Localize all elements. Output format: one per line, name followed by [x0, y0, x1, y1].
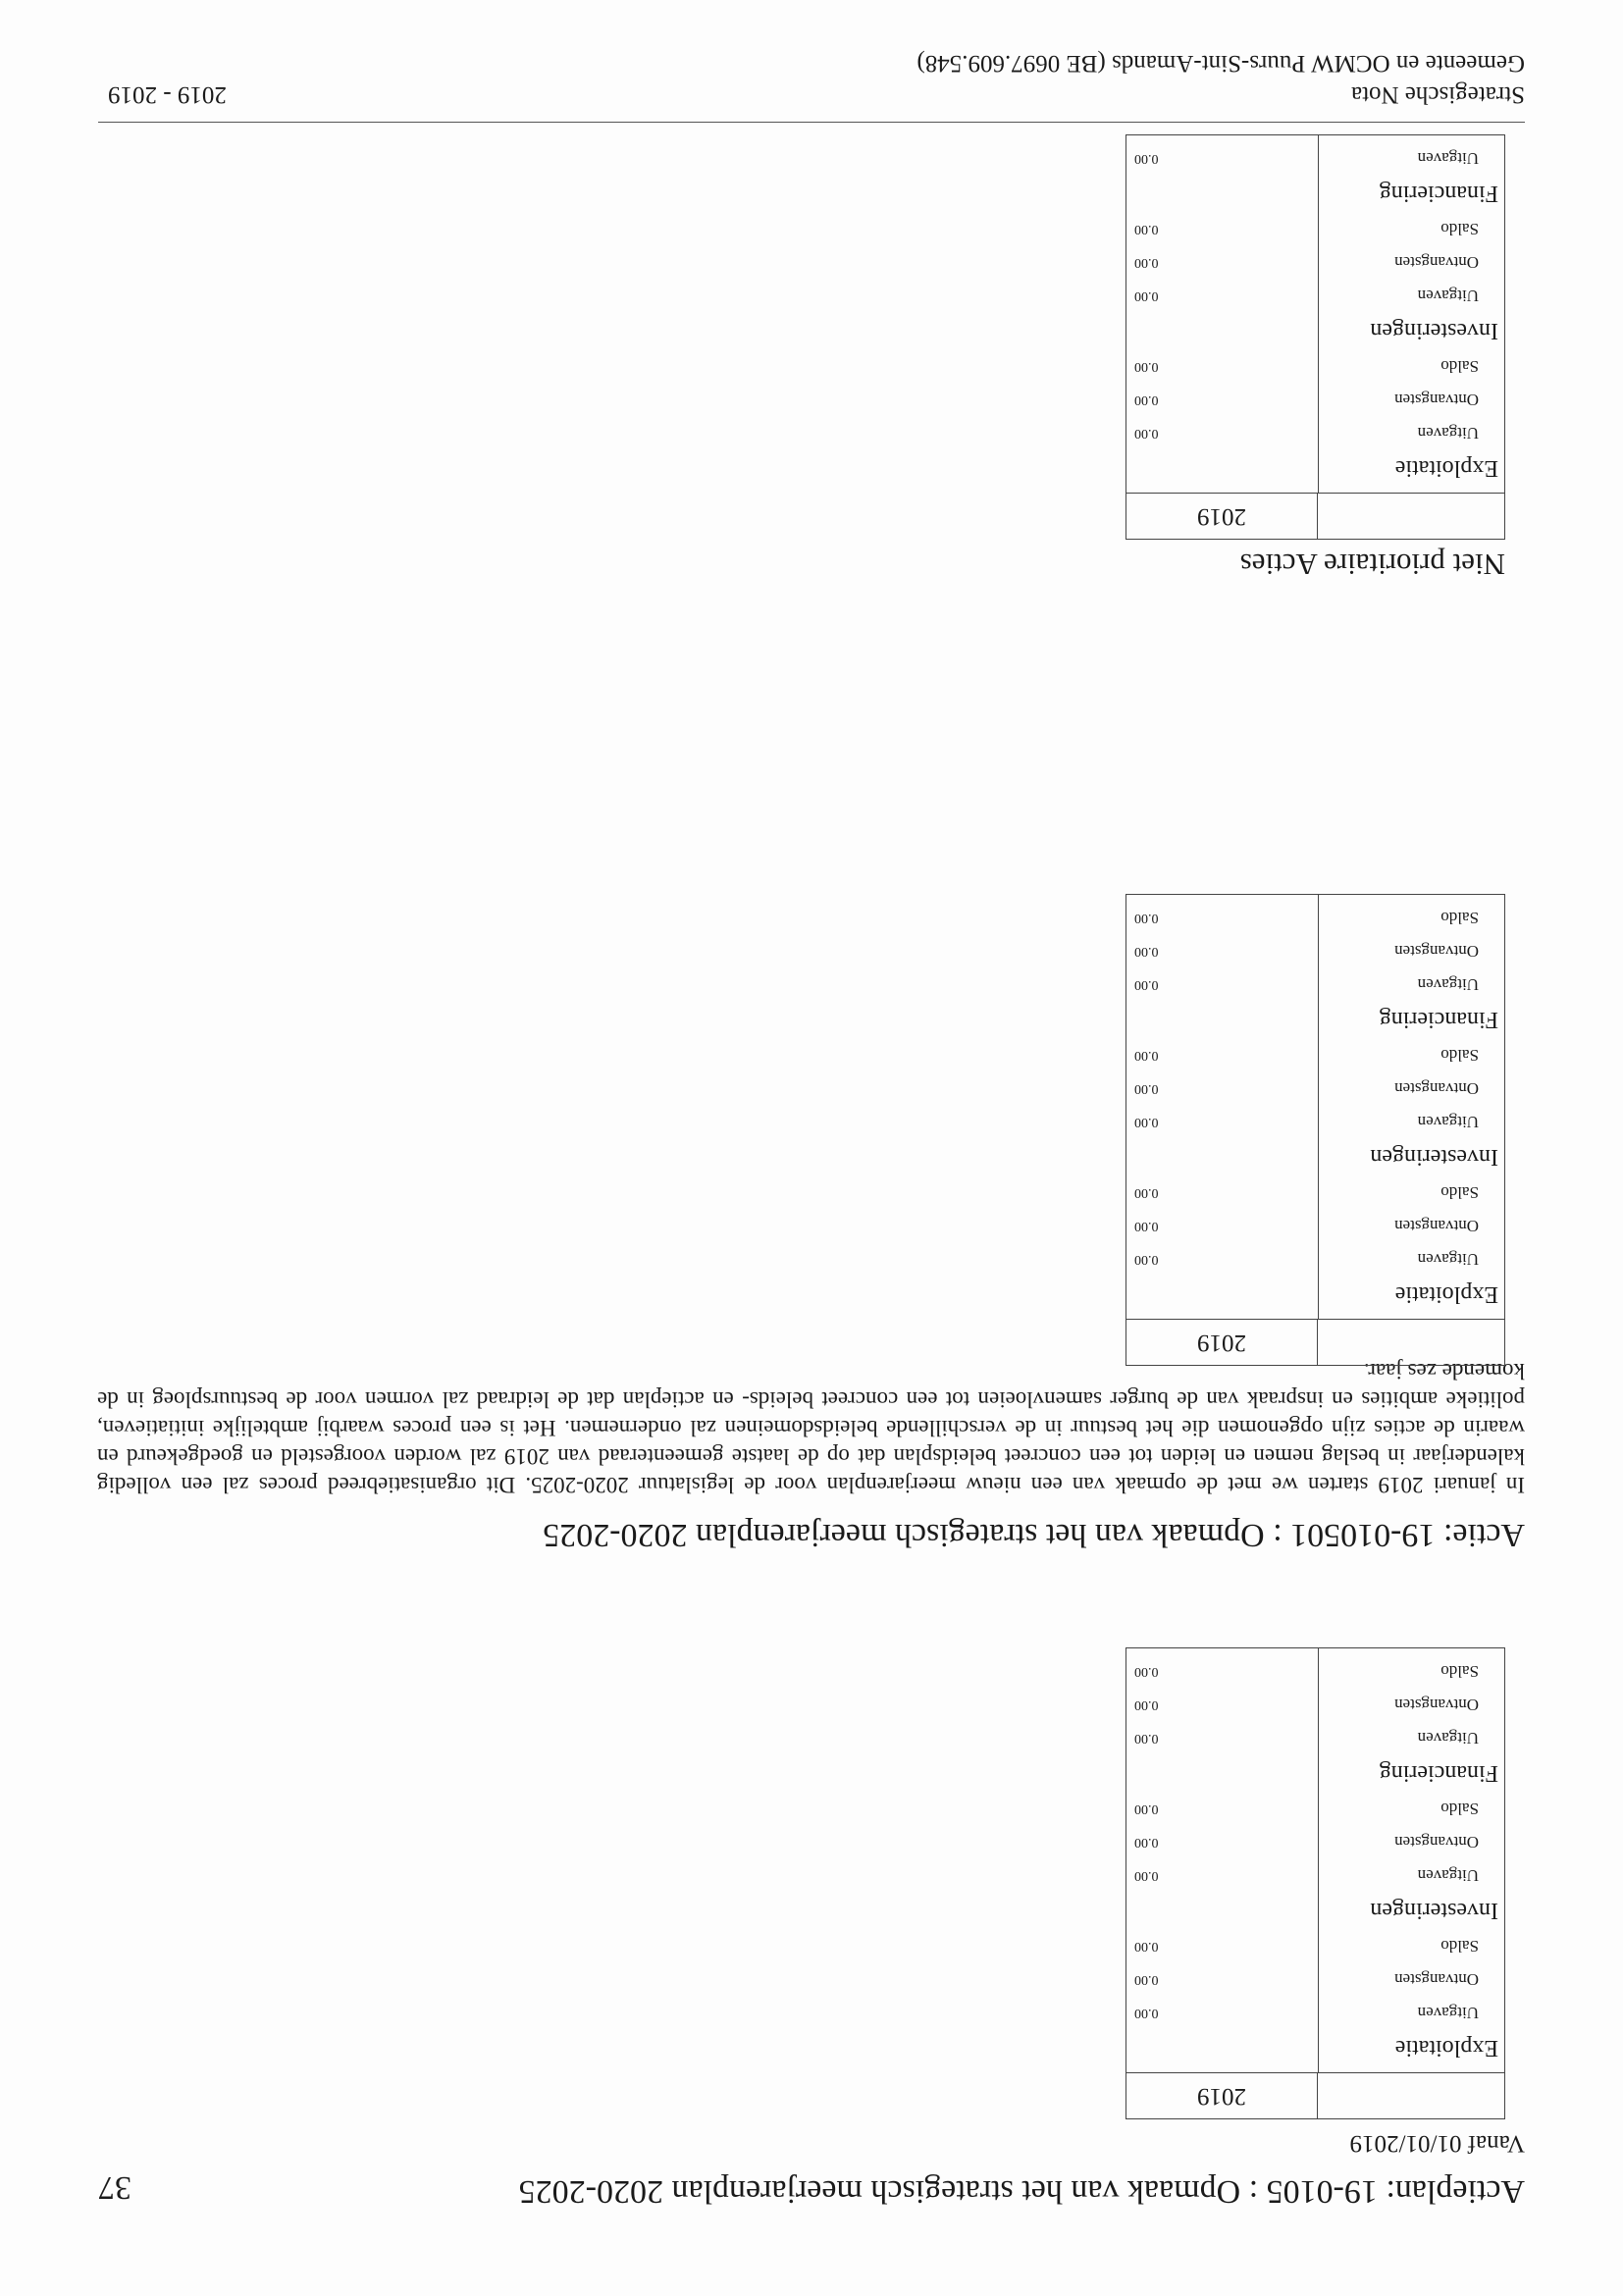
row-label: Uitgaven: [1417, 1866, 1479, 1885]
document-title: Strategische Nota: [1350, 81, 1525, 108]
section-title: Exploitatie: [1394, 455, 1498, 481]
row-label: Uitgaven: [1417, 287, 1479, 305]
financial-table-actieplan: [1126, 1647, 1505, 2119]
row-label: Ontvangsten: [1394, 253, 1479, 272]
section-title: Investeringen: [1370, 318, 1498, 343]
year-header-blank: [1317, 2073, 1504, 2118]
row-label: Saldo: [1440, 1800, 1479, 1818]
year-label: 2019: [1197, 503, 1246, 530]
row-value: 0.00: [1134, 944, 1159, 959]
year-label: 2019: [1197, 2083, 1246, 2110]
value-column: [1126, 895, 1318, 1319]
row-label: Saldo: [1440, 357, 1479, 376]
section-spacer: [1134, 1138, 1318, 1175]
row-label: Ontvangsten: [1394, 1079, 1479, 1098]
label-column: [1318, 1648, 1504, 2072]
section-title: Financiering: [1379, 181, 1498, 206]
document-period: 2019 - 2019: [108, 81, 227, 108]
page-number: 37: [98, 2169, 131, 2206]
actie-heading: Actie: 19-010501 : Opmaak van het strategisch meerjarenplan 2020-2025: [543, 1517, 1525, 1553]
row-label: Ontvangsten: [1394, 391, 1479, 409]
row-value: 0.00: [1134, 1868, 1159, 1883]
row-label: Uitgaven: [1417, 1113, 1479, 1131]
row-value: 0.00: [1134, 2006, 1159, 2020]
section-spacer: [1134, 449, 1318, 487]
row-value: 0.00: [1134, 255, 1159, 270]
actie-description: In januari 2019 starten we met de opmaak van een nieuw meerjarenplan voor de legislatuur 2020-2025. Dit organisatiebreed proces zal een volledig kalenderjaar in beslag nemen en leiden tot een concreet beleidsplan dat op de laatste gemeenteraad van 2019 zal worden voorgesteld en goedgekeurd en waarin de acties zijn opgenomen die het bestuur in de verschillende beleidsdomeinen zal ondernemen. Het is een proces waarbij ambtelijke initiatieven, politieke ambities en inspraak van de burger samenvloeien tot een concreet beleids- en actieplan dat de leidraad zal vormen voor de bestuursploeg in de komende zes jaar.: [97, 1359, 1525, 1497]
row-value: 0.00: [1134, 222, 1159, 236]
row-label: Ontvangsten: [1394, 1217, 1479, 1235]
row-value: 0.00: [1134, 359, 1159, 374]
section-title: Investeringen: [1370, 1144, 1498, 1170]
value-column: [1126, 1648, 1318, 2072]
row-label: Saldo: [1440, 220, 1479, 238]
row-value: 0.00: [1134, 1252, 1159, 1267]
document-entity: Gemeente en OCMW Puurs-Sint-Amands (BE 0697.609.548): [916, 50, 1525, 77]
year-header-row: [1126, 493, 1504, 539]
row-label: Saldo: [1440, 1662, 1479, 1681]
row-value: 0.00: [1134, 911, 1159, 925]
row-value: 0.00: [1134, 151, 1159, 166]
section-spacer: [1134, 1276, 1318, 1313]
header-rule: [98, 122, 1525, 123]
section-title: Financiering: [1379, 1760, 1498, 1786]
value-column: [1126, 135, 1318, 493]
row-value: 0.00: [1134, 288, 1159, 303]
row-value: 0.00: [1134, 392, 1159, 407]
section-spacer: [1134, 1892, 1318, 1929]
year-header-blank: [1317, 1320, 1504, 1365]
row-value: 0.00: [1134, 426, 1159, 441]
row-label: Saldo: [1440, 909, 1479, 927]
row-value: 0.00: [1134, 1115, 1159, 1129]
financial-table-actie: [1126, 894, 1505, 1366]
row-value: 0.00: [1134, 1731, 1159, 1746]
section-spacer: [1134, 1754, 1318, 1792]
row-label: Uitgaven: [1417, 975, 1479, 994]
row-value: 0.00: [1134, 1185, 1159, 1200]
year-header-row: [1126, 1319, 1504, 1365]
row-value: 0.00: [1134, 1801, 1159, 1816]
row-label: Uitgaven: [1417, 424, 1479, 443]
row-label: Uitgaven: [1417, 2004, 1479, 2022]
year-label: 2019: [1197, 1330, 1246, 1356]
row-value: 0.00: [1134, 977, 1159, 992]
row-value: 0.00: [1134, 1219, 1159, 1233]
section-title: Financiering: [1379, 1007, 1498, 1032]
section-title: Investeringen: [1370, 1898, 1498, 1923]
section-title: Exploitatie: [1394, 2035, 1498, 2061]
row-value: 0.00: [1134, 1972, 1159, 1987]
actieplan-heading: Actieplan: 19-0105 : Opmaak van het strategisch meerjarenplan 2020-2025: [518, 2173, 1525, 2210]
year-header-blank: [1317, 494, 1504, 539]
row-label: Ontvangsten: [1394, 1833, 1479, 1852]
niet-prioritaire-heading: Niet prioritaire Acties: [1239, 548, 1505, 582]
row-label: Saldo: [1440, 1937, 1479, 1956]
label-column: [1318, 895, 1504, 1319]
row-value: 0.00: [1134, 1048, 1159, 1063]
financial-table-niet-prioritair: [1126, 134, 1505, 540]
row-value: 0.00: [1134, 1664, 1159, 1679]
row-label: Uitgaven: [1417, 149, 1479, 168]
row-label: Saldo: [1440, 1046, 1479, 1065]
row-label: Uitgaven: [1417, 1729, 1479, 1748]
section-spacer: [1134, 312, 1318, 349]
section-title: Exploitatie: [1394, 1281, 1498, 1307]
actieplan-since: Vanaf 01/01/2019: [1349, 2130, 1525, 2157]
row-value: 0.00: [1134, 1939, 1159, 1954]
row-value: 0.00: [1134, 1697, 1159, 1712]
section-spacer: [1134, 175, 1318, 212]
section-spacer: [1134, 2029, 1318, 2066]
row-label: Ontvangsten: [1394, 1970, 1479, 1989]
row-label: Ontvangsten: [1394, 1696, 1479, 1714]
row-value: 0.00: [1134, 1835, 1159, 1850]
row-label: Uitgaven: [1417, 1250, 1479, 1269]
row-label: Ontvangsten: [1394, 942, 1479, 961]
year-header-row: [1126, 2072, 1504, 2118]
row-label: Saldo: [1440, 1183, 1479, 1202]
label-column: [1318, 135, 1504, 493]
section-spacer: [1134, 1001, 1318, 1038]
row-value: 0.00: [1134, 1081, 1159, 1096]
